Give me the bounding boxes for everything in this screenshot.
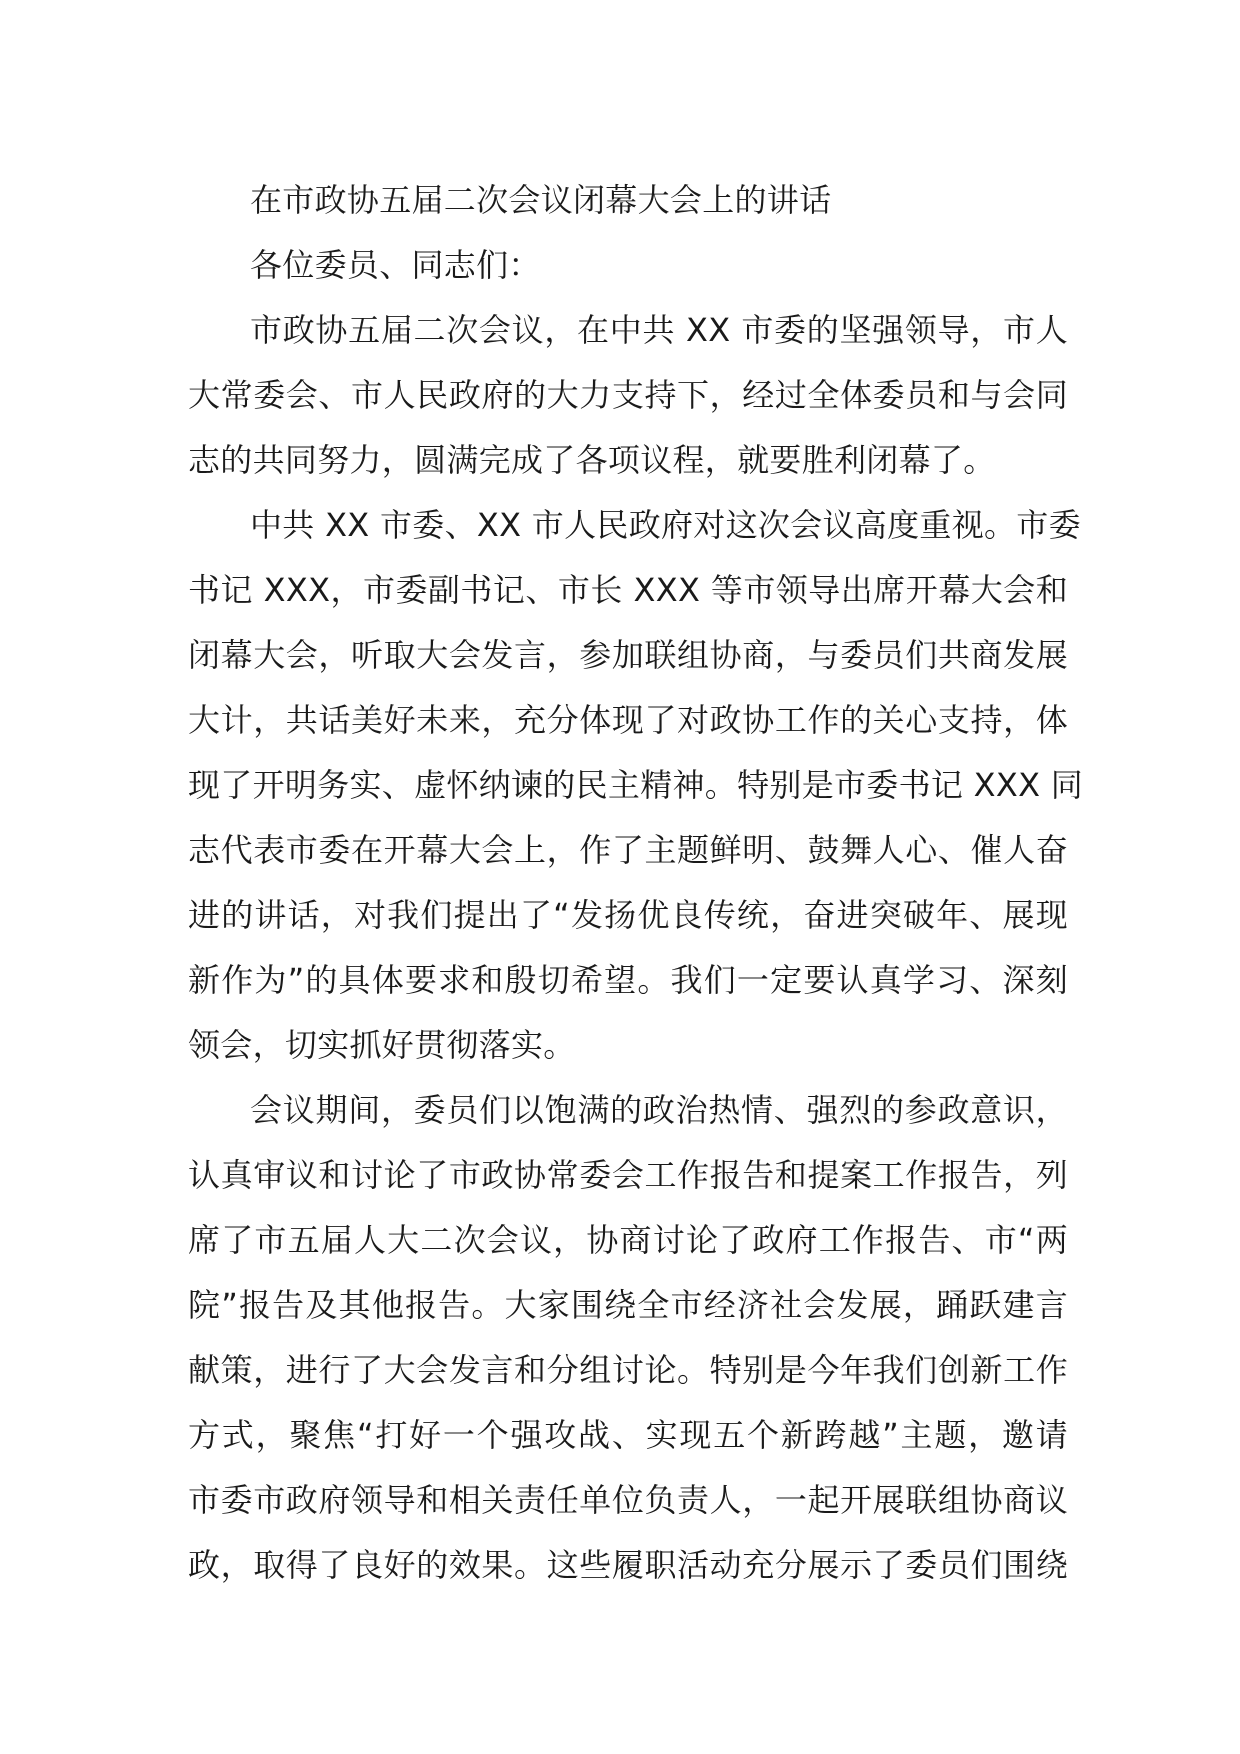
paragraph-line: 新作为”的具体要求和殷切希望。我们一定要认真学习、深刻 <box>188 961 1068 999</box>
paragraph-line: 志的共同努力，圆满完成了各项议程，就要胜利闭幕了。 <box>188 441 996 479</box>
paragraph-line: 席了市五届人大二次会议，协商讨论了政府工作报告、市“两 <box>188 1221 1068 1259</box>
paragraph-line: 会议期间，委员们以饱满的政治热情、强烈的参政意识， <box>250 1091 1068 1129</box>
paragraph-3 <box>188 1078 1068 1598</box>
document-body <box>188 168 1084 1598</box>
paragraph-line: 献策，进行了大会发言和分组讨论。特别是今年我们创新工作 <box>188 1351 1068 1389</box>
paragraph-line: 中共 XX 市委、XX 市人民政府对这次会议高度重视。市委 <box>250 506 1081 544</box>
paragraph-line: 认真审议和讨论了市政协常委会工作报告和提案工作报告，列 <box>188 1156 1068 1194</box>
salutation: 各位委员、同志们： <box>250 246 541 284</box>
paragraph-line: 闭幕大会，听取大会发言，参加联组协商，与委员们共商发展 <box>188 636 1068 674</box>
paragraph-line: 现了开明务实、虚怀纳谏的民主精神。特别是市委书记 XXX 同 <box>188 766 1084 804</box>
paragraph-line: 领会，切实抓好贯彻落实。 <box>188 1026 576 1064</box>
document-title: 在市政协五届二次会议闭幕大会上的讲话 <box>250 181 832 219</box>
paragraph-1 <box>188 298 1068 493</box>
paragraph-line: 书记 XXX，市委副书记、市长 XXX 等市领导出席开幕大会和 <box>188 571 1068 609</box>
paragraph-line: 方式，聚焦“打好一个强攻战、实现五个新跨越”主题，邀请 <box>188 1416 1068 1454</box>
paragraph-line: 市政协五届二次会议，在中共 XX 市委的坚强领导，市人 <box>250 311 1068 349</box>
paragraph-2 <box>188 493 1084 1078</box>
paragraph-line: 市委市政府领导和相关责任单位负责人，一起开展联组协商议 <box>188 1481 1068 1519</box>
paragraph-line: 院”报告及其他报告。大家围绕全市经济社会发展，踊跃建言 <box>188 1286 1068 1324</box>
paragraph-line: 大计，共话美好未来，充分体现了对政协工作的关心支持，体 <box>188 701 1068 739</box>
paragraph-line: 进的讲话，对我们提出了“发扬优良传统，奋进突破年、展现 <box>188 896 1068 934</box>
paragraph-line: 大常委会、市人民政府的大力支持下，经过全体委员和与会同 <box>188 376 1068 414</box>
paragraph-line: 志代表市委在开幕大会上，作了主题鲜明、鼓舞人心、催人奋 <box>188 831 1068 869</box>
paragraph-line: 政，取得了良好的效果。这些履职活动充分展示了委员们围绕 <box>188 1546 1068 1584</box>
